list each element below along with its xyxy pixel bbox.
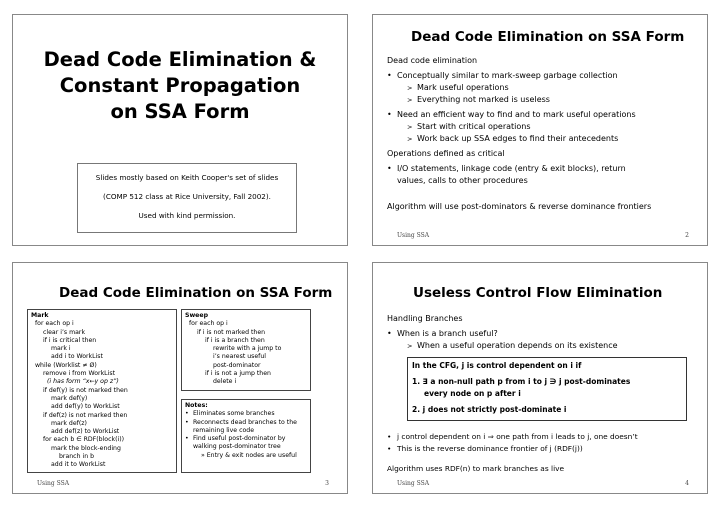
note-bullet: • Find useful post-dominator by bbox=[185, 435, 286, 443]
slide-4-title: Useless Control Flow Elimination bbox=[413, 285, 663, 301]
title-line-1: Dead Code Elimination & bbox=[43, 48, 317, 71]
code-line: i’s nearest useful bbox=[213, 353, 266, 361]
code-line: add def(z) to WorkList bbox=[51, 428, 120, 436]
code-line: if i is not marked then bbox=[197, 328, 266, 336]
bullet-line: • j control dependent on i ⇒ one path from i leads to j, one doesn’t bbox=[387, 431, 705, 443]
text-line: Algorithm will use post-dominators & reverse dominance frontiers bbox=[387, 202, 652, 211]
definition-line: 1. ∃ a non-null path p from i to j ∋ j post-dominates bbox=[412, 377, 631, 386]
code-line: delete i bbox=[213, 378, 237, 386]
slide-1-title bbox=[13, 47, 347, 125]
code-line: remove i from WorkList bbox=[43, 370, 115, 378]
code-line: if i is a branch then bbox=[205, 336, 265, 344]
bullet-line: • When is a branch useful? bbox=[387, 328, 702, 340]
bullet-line: • Need an efficient way to find and to mark useful operations bbox=[387, 109, 702, 121]
text-line: Handling Branches bbox=[387, 314, 463, 323]
page-number: 2 bbox=[685, 232, 689, 239]
code-line: while (Worklist ≠ Ø) bbox=[35, 361, 97, 369]
sub-bullet-line: > Everything not marked is useless bbox=[387, 94, 702, 106]
code-line: rewrite with a jump to bbox=[213, 345, 282, 353]
slide-2-title: Dead Code Elimination on SSA Form bbox=[411, 29, 685, 45]
code-line: post-dominator bbox=[213, 361, 261, 369]
page-number: 3 bbox=[325, 480, 329, 487]
credit-line-3: Used with kind permission. bbox=[138, 211, 236, 220]
text-line: Algorithm uses RDF(n) to mark branches as live bbox=[387, 464, 565, 473]
code-line: for each b ∈ RDF(block(i)) bbox=[43, 436, 125, 444]
title-line-2: Constant Propagation bbox=[59, 74, 301, 97]
slide-3-title: Dead Code Elimination on SSA Form bbox=[59, 285, 333, 301]
code-line: mark i bbox=[51, 345, 71, 353]
code-line: if def(y) is not marked then bbox=[43, 386, 128, 394]
code-line: mark def(z) bbox=[51, 419, 87, 427]
notes-box bbox=[181, 399, 311, 473]
code-line: mark the block-ending bbox=[51, 444, 121, 452]
text-line: Dead code elimination bbox=[387, 56, 478, 65]
bullet-line: • Conceptually similar to mark-sweep garbage collection bbox=[387, 70, 702, 82]
code-line: add i to WorkList bbox=[51, 353, 103, 361]
credit-box bbox=[77, 163, 297, 233]
footer-label: Using SSA bbox=[37, 480, 70, 487]
slide-2 bbox=[372, 14, 708, 246]
mark-code-box bbox=[27, 309, 177, 473]
definition-line: every node on p after i bbox=[424, 389, 521, 398]
sub-bullet-line: > Work back up SSA edges to find their antecedents bbox=[387, 133, 702, 145]
page-number: 4 bbox=[685, 480, 689, 487]
code-line: Notes: bbox=[185, 402, 208, 409]
code-line: remaining live code bbox=[193, 426, 255, 434]
code-line: » Entry & exit nodes are useful bbox=[201, 451, 297, 459]
code-line: for each op i bbox=[35, 320, 74, 328]
code-line: walking post-dominator tree bbox=[193, 443, 281, 451]
slide-4-lower bbox=[387, 431, 705, 475]
note-text: Find useful post-dominator by bbox=[193, 435, 286, 443]
definition-line: In the CFG, j is control dependent on i if bbox=[412, 361, 582, 370]
code-line: if i is critical then bbox=[43, 336, 97, 344]
footer-label: Using SSA bbox=[397, 480, 430, 487]
code-line: mark def(y) bbox=[51, 394, 88, 402]
note-text: Eliminates some branches bbox=[193, 410, 275, 418]
slide-3 bbox=[12, 262, 348, 494]
note-text: Reconnects dead branches to the bbox=[193, 418, 297, 426]
slide-1 bbox=[12, 14, 348, 246]
footer-label: Using SSA bbox=[397, 232, 430, 239]
bullet-line: • This is the reverse dominance frontier of j (RDF(j)) bbox=[387, 443, 705, 455]
code-line: (i has form “x←y op z”) bbox=[47, 378, 119, 386]
code-line: for each op i bbox=[189, 320, 228, 328]
slide-4 bbox=[372, 262, 708, 494]
sub-bullet-line: > When a useful operation depends on its existence bbox=[387, 340, 702, 352]
sweep-code-box bbox=[181, 309, 311, 391]
bullet-line: • I/O statements, linkage code (entry & exit blocks), return bbox=[387, 163, 702, 175]
code-line: add it to WorkList bbox=[51, 461, 106, 469]
sub-bullet-line: > Mark useful operations bbox=[387, 82, 702, 94]
sub-bullet-line: > Start with critical operations bbox=[387, 121, 702, 133]
code-line: if i is not a jump then bbox=[205, 370, 271, 378]
note-bullet: • Eliminates some branches bbox=[185, 410, 275, 418]
code-line: clear i’s mark bbox=[43, 328, 86, 336]
definition-box bbox=[407, 357, 687, 421]
text-line: values, calls to other procedures bbox=[397, 176, 528, 185]
code-line: add def(y) to WorkList bbox=[51, 403, 120, 411]
text-line: Operations defined as critical bbox=[387, 149, 505, 158]
slide-2-body bbox=[387, 55, 702, 213]
title-line-3: on SSA Form bbox=[110, 100, 250, 123]
code-line: Mark bbox=[31, 312, 49, 319]
code-line: Sweep bbox=[185, 312, 208, 319]
credit-line-1: Slides mostly based on Keith Cooper's set of slides bbox=[95, 173, 279, 182]
credit-line-2: (COMP 512 class at Rice University, Fall 2002). bbox=[103, 192, 271, 201]
slide-4-body bbox=[387, 313, 702, 352]
code-line: branch in b bbox=[59, 453, 95, 461]
note-bullet: • Reconnects dead branches to the bbox=[185, 418, 297, 426]
code-line: if def(z) is not marked then bbox=[43, 411, 128, 419]
definition-line: 2. j does not strictly post-dominate i bbox=[412, 405, 567, 414]
